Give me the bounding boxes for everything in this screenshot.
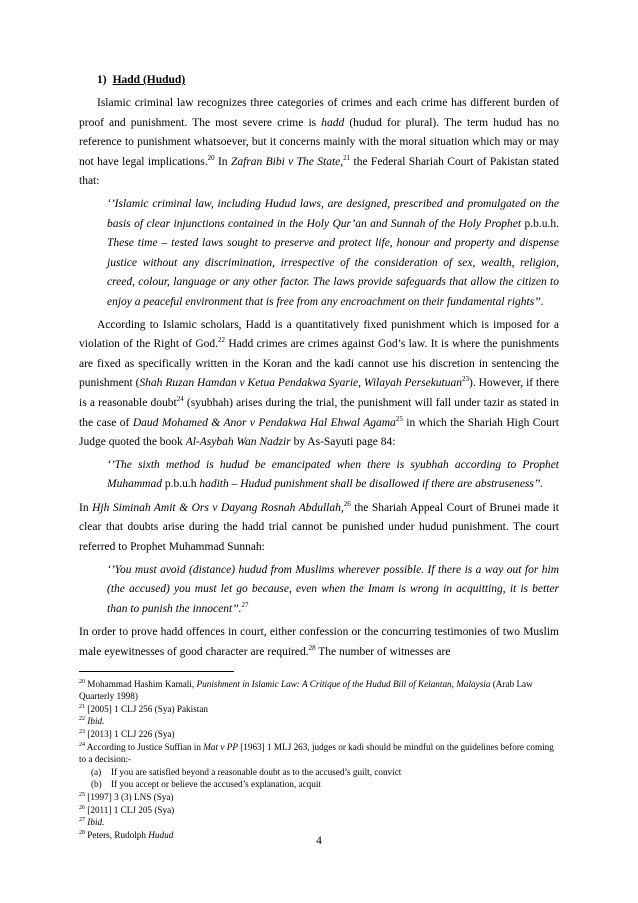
quote-text: p.b.u.h xyxy=(164,478,197,491)
quote-text: . xyxy=(540,295,544,308)
footnote-24 xyxy=(79,741,559,766)
footnote-22 xyxy=(79,715,559,728)
footnote-ref-25[interactable]: 25 xyxy=(395,414,403,423)
book-title: Punishment in Islamic Law: A Critique of the Hudud Bill of Kelantan, Malaysia xyxy=(196,678,491,689)
footnote-number: 24 xyxy=(79,741,85,748)
blockquote-3 xyxy=(107,561,559,620)
ibid: Ibid. xyxy=(87,817,105,828)
footnote-27 xyxy=(79,816,559,829)
footnote-23 xyxy=(79,728,559,741)
paragraph-intro xyxy=(79,94,559,192)
blockquote-1 xyxy=(107,195,559,313)
footnote-number: 22 xyxy=(79,716,85,723)
footnote-number: 28 xyxy=(79,829,85,836)
text: Islamic criminal law recognizes three categories of crimes and each crime has different burden of proof and punishment. The most severe crime is xyxy=(79,97,559,129)
section-title: Hadd (Hudud) xyxy=(112,74,186,86)
book-title: Al-Asybah Wan Nadzir xyxy=(185,436,291,449)
footnote-number: 25 xyxy=(79,791,85,798)
text: In xyxy=(79,501,93,514)
case-name: Mat v PP xyxy=(203,741,238,752)
text: In xyxy=(214,155,231,168)
item-label: (b) xyxy=(91,779,102,790)
footnote-21 xyxy=(79,703,559,716)
text: [2005] 1 CLJ 256 (Sya) Pakistan xyxy=(85,703,208,714)
text: the Federal Shariah Court of Pakistan stated that: xyxy=(79,155,559,188)
footnote-ref-26[interactable]: 26 xyxy=(343,500,351,509)
footnote-ref-27[interactable]: 27 xyxy=(241,601,249,610)
footnote-ref-21[interactable]: 21 xyxy=(343,153,351,162)
paragraph-brunei xyxy=(79,499,559,558)
text: The number of witnesses are xyxy=(315,646,451,659)
footnote-ref-20[interactable]: 20 xyxy=(207,153,215,162)
text: Peters, Rudolph xyxy=(85,829,149,840)
text: (syubhah) arises during the trial, the punishment will fall under tazir as stated in the case of xyxy=(79,396,560,429)
text: ). However, if there is a reasonable doubt xyxy=(79,377,560,409)
document-page xyxy=(79,70,559,841)
paragraph-witnesses xyxy=(79,623,559,662)
footnote-number: 23 xyxy=(79,728,85,735)
footnote-number: 20 xyxy=(79,678,85,685)
text: in which the Shariah High Court Judge quoted the book xyxy=(79,416,559,449)
section-number: 1) xyxy=(97,74,107,86)
text: [2011] 1 CLJ 205 (Sya) xyxy=(85,804,175,815)
quote-text: p.b.u.h. xyxy=(524,217,559,230)
footnote-25 xyxy=(79,791,559,804)
text: According to Justice Suffian in xyxy=(85,741,204,752)
case-name: Hjh Siminah Amit & Ors v Dayang Rosnah Abdullah, xyxy=(92,501,344,514)
text: (hudud for plural). The term hudud has no reference to punishment whatsoever, but it concerns mainly with the moral situation which may or may not have legal implications. xyxy=(79,116,559,168)
text: [2013] 1 CLJ 226 (Sya) xyxy=(85,729,175,739)
text: (Arab Law Quarterly 1998) xyxy=(79,678,533,702)
italic-term: hadd xyxy=(321,116,345,129)
ibid: Ibid. xyxy=(87,716,105,727)
footnote-24-item-a xyxy=(91,766,559,779)
text: [1997] 3 (3) LNS (Sya) xyxy=(85,791,174,802)
item-label: (a) xyxy=(91,766,102,777)
footnote-number: 27 xyxy=(79,817,85,824)
text: Hadd crimes are crimes against God’s law. It is where the punishments are fixed as specifically written in the Koran and the kadi cannot use his discretion in sentencing the punishment ( xyxy=(79,338,559,390)
case-name: Zafran Bibi v The State, xyxy=(230,155,344,168)
page-number: 4 xyxy=(316,835,322,847)
paragraph-scholars xyxy=(79,316,559,453)
text: [1963] 1 MLJ 263, judges or kadi should be mindful on the guidelines before coming to a decision:- xyxy=(79,741,554,765)
footnote-number: 21 xyxy=(79,703,85,710)
text: According to Islamic scholars, Hadd is a quantitatively fixed punishment which is imposed for a violation of the Right of God. xyxy=(79,318,559,351)
quote-text: ‘’The sixth method is hudud be emancipated when there is syubhah according to Prophet Muhammad xyxy=(107,458,559,491)
case-name: Shah Ruzan Hamdan v Ketua Pendakwa Syarie, Wilayah Persekutuan xyxy=(139,377,462,390)
footnote-ref-28[interactable]: 28 xyxy=(308,644,316,653)
quote-text: hadith – Hudud punishment shall be disallowed if there are abstruseness’’. xyxy=(196,478,544,491)
footnote-26 xyxy=(79,804,559,817)
blockquote-2 xyxy=(107,456,559,495)
item-text: If you are satisfied beyond a reasonable doubt as to the accused’s guilt, convict xyxy=(111,766,402,777)
footnote-ref-24[interactable]: 24 xyxy=(176,395,184,404)
quote-text: These time – tested laws sought to preserve and protect life, honour and property and dispense justice without any discrimination, irrespective of the consideration of sex, wealth, religion, creed, colour, language or any other factor. The laws provide safeguards that allow the citizen to enjoy a peaceful environment that is free from any encroachment on their fundamental rights’’ xyxy=(107,237,559,308)
footnote-ref-22[interactable]: 22 xyxy=(218,336,225,345)
text: In order to prove hadd offences in court, either confession or the concurring testimonies of two Muslim male eyewitnesses of good character are required. xyxy=(79,626,559,659)
case-name: Daud Mohamed & Anor v Pendakwa Hal Ehwal Agama xyxy=(132,416,396,429)
quote-text: ‘’Islamic criminal law, including Hudud laws, are designed, prescribed and promulgated on the basis of clear injunctions contained in the Holy Qur’an and Sunnah of the Holy Prophet xyxy=(107,197,559,230)
footnote-24-item-b xyxy=(91,778,559,791)
text: Mohammad Hashim Kamali, xyxy=(85,678,197,689)
text: by As-Sayuti page 84: xyxy=(290,436,396,449)
item-text: If you accept or believe the accused’s explanation, acquit xyxy=(111,779,321,790)
quote-text: ‘’You must avoid (distance) hudud from Muslims wherever possible. If there is a way out for him (the accused) you must let go because, even when the Imam is wrong in acquitting, it is better than to punish the innocent’’. xyxy=(107,563,559,615)
footnote-20 xyxy=(79,678,559,703)
text: the Shariah Appeal Court of Brunei made it clear that doubts arise during the hadd trial cannot be punished under hudud punishment. The court referred to Prophet Muhammad Sunnah: xyxy=(79,501,559,554)
footnote-ref-23[interactable]: 23 xyxy=(462,375,469,384)
footnote-divider xyxy=(79,671,234,672)
section-heading xyxy=(97,70,559,90)
book-title: Hudud xyxy=(148,829,174,840)
footnote-number: 26 xyxy=(79,804,85,811)
